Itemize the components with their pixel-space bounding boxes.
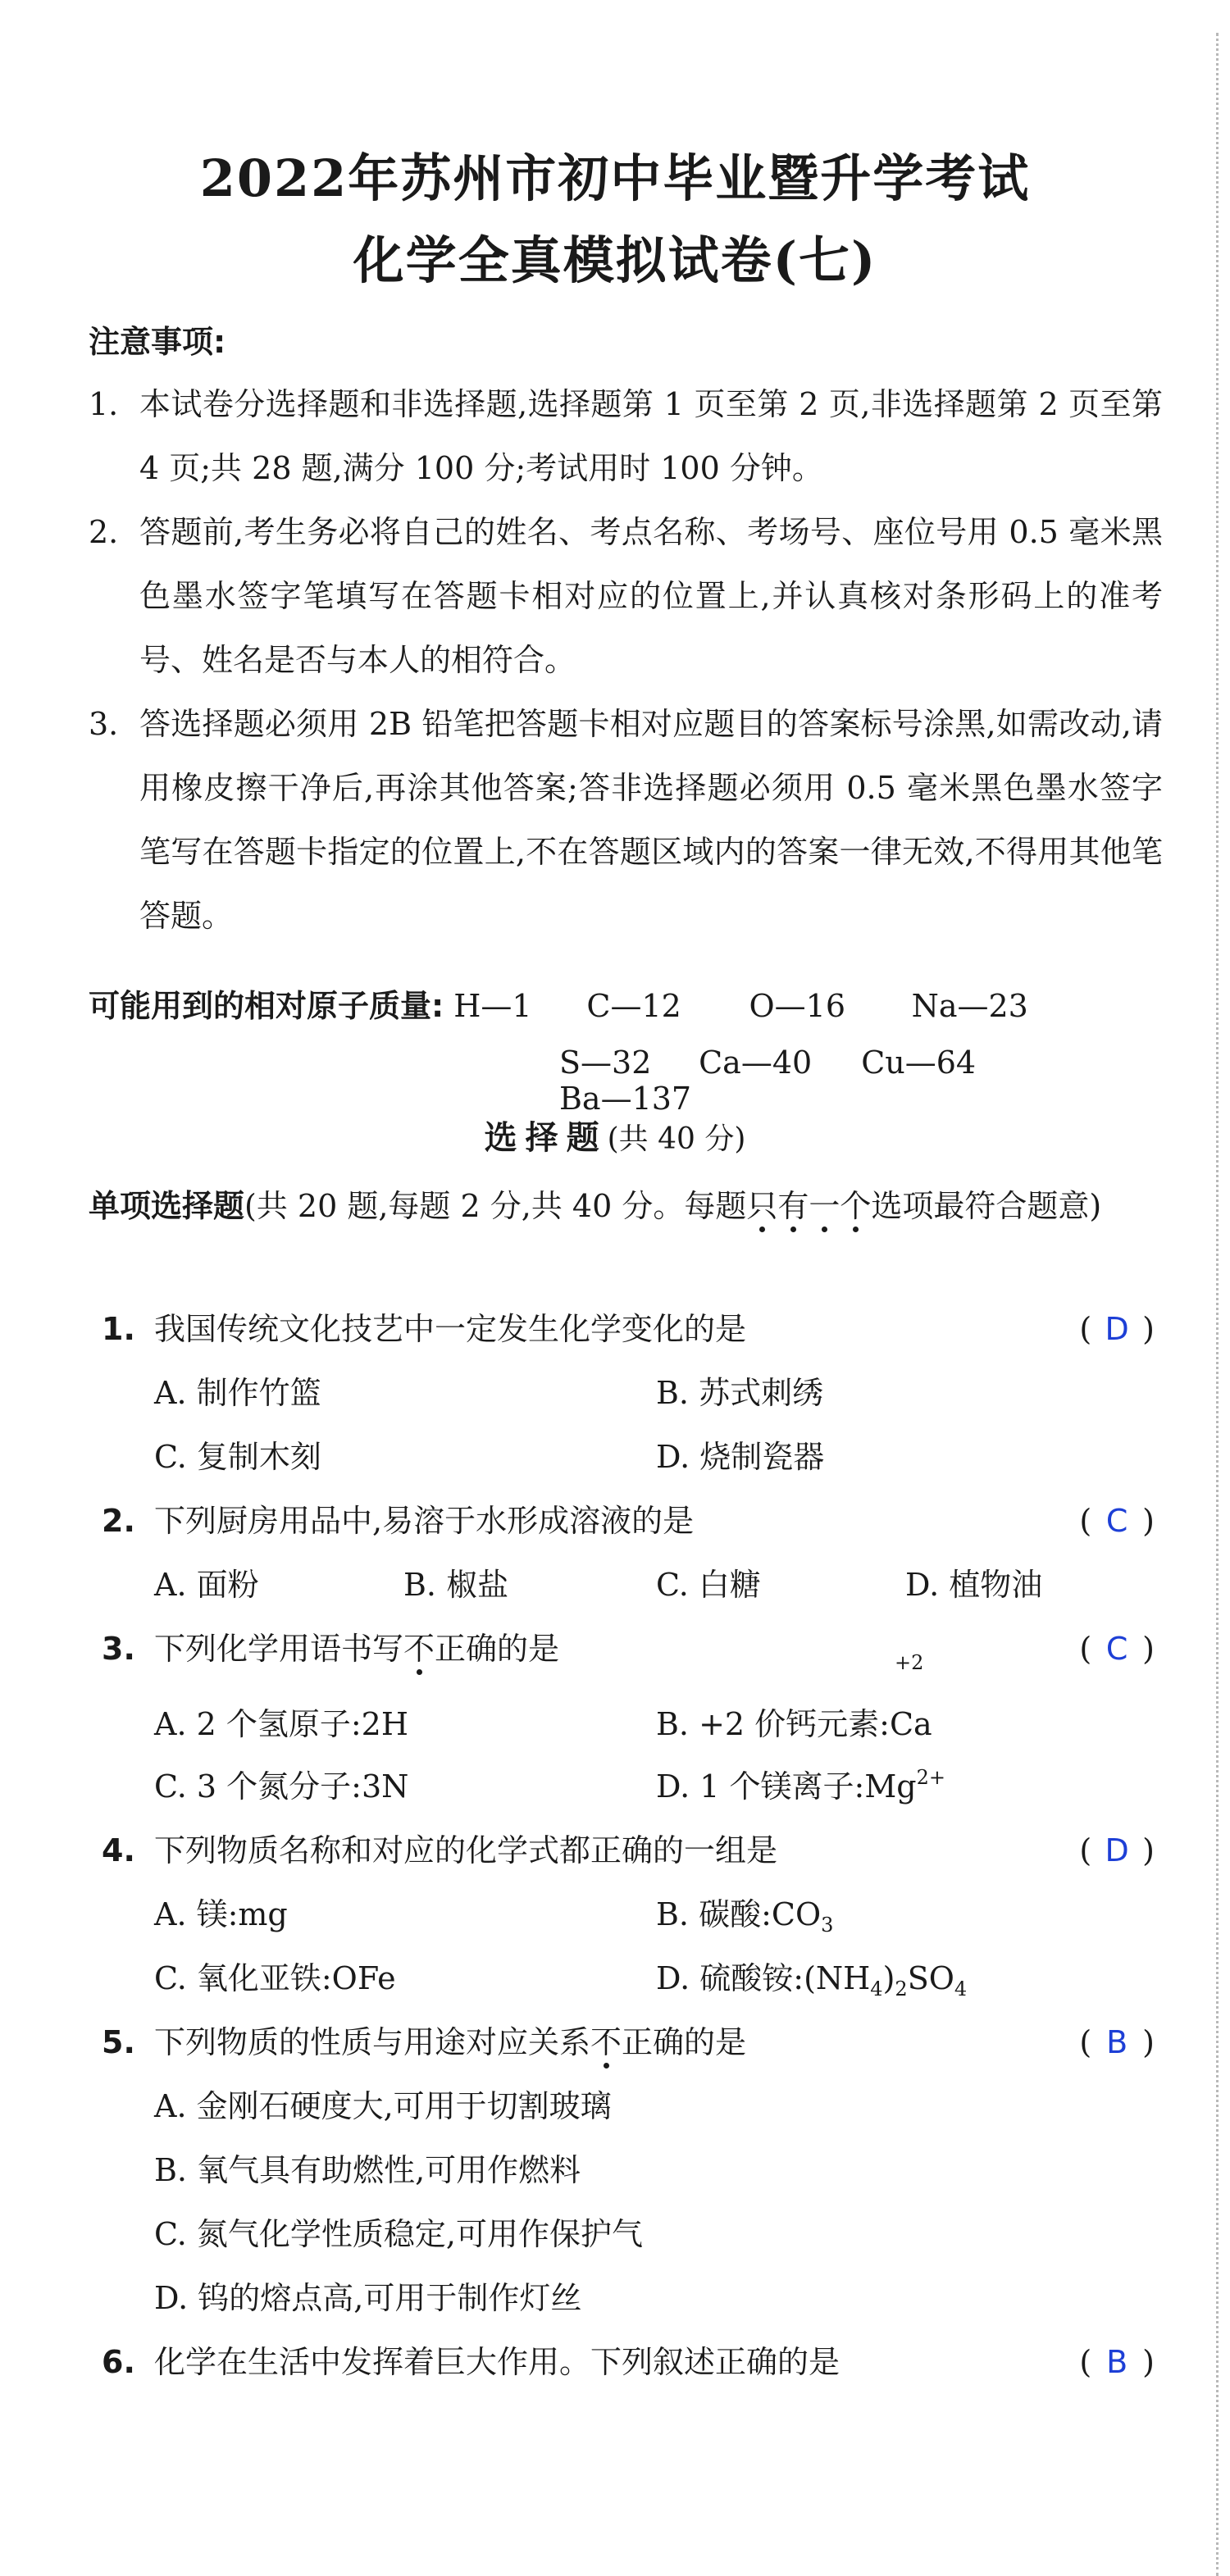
atomic-mass-value: Ba—137	[559, 1081, 692, 1117]
option: B. 氧气具有助燃性,可用作燃料	[154, 2152, 581, 2188]
subscript: 4	[954, 1978, 968, 2000]
single-choice-desc-end: 选项最符合题意)	[871, 1188, 1102, 1224]
question	[102, 1297, 1164, 1489]
notice-item-number: 3.	[89, 706, 119, 742]
question-number: 2.	[102, 1503, 135, 1539]
stem-part: 下列化学用语书写	[154, 1631, 404, 1667]
notice-item-text: 本试卷分选择题和非选择题,选择题第 1 页至第 2 页,非选择题第 2 页至第 4 页;共 28 题,满分 100 分;考试用时 100 分钟。	[139, 386, 1163, 486]
bracket-open: (	[1079, 1631, 1092, 1667]
question	[102, 1818, 1164, 2010]
bracket-open: (	[1079, 1311, 1092, 1347]
question-number: 6.	[102, 2344, 135, 2380]
single-choice-instructions	[89, 1174, 1163, 1238]
subscript: 3	[821, 1914, 834, 1937]
notice-item-text: 答选择题必须用 2B 铅笔把答题卡相对应题目的答案标号涂黑,如需改动,请用橡皮擦干净后,再涂其他答案;答非选择题必须用 0.5 毫米黑色墨水签字笔写在答题卡指定的位置上,不在答题区域内的答案一律无效,不得用其他笔答题。	[139, 706, 1163, 934]
answer-value: B	[1106, 2024, 1128, 2060]
atomic-mass-value: S—32	[559, 1045, 652, 1081]
atomic-mass-value: C—12	[586, 988, 681, 1024]
question	[102, 2010, 1164, 2330]
subscript: 2	[895, 1978, 908, 2000]
option: A. 镁:mg	[154, 1896, 288, 1932]
question	[102, 2330, 1164, 2394]
notice-item	[89, 692, 1163, 948]
answer-value: C	[1105, 1631, 1128, 1667]
section-heading	[0, 1112, 1230, 1158]
section-title: 选择题	[484, 1119, 608, 1157]
answer-value: D	[1105, 1311, 1129, 1347]
notice-list	[89, 372, 1163, 948]
exam-title-line2: 化学全真模拟试卷(七)	[353, 230, 877, 290]
notice-item	[89, 500, 1163, 692]
answer-bracket	[1079, 1489, 1155, 1553]
bracket-close: )	[1142, 2344, 1155, 2380]
option	[656, 1946, 967, 2010]
formula-part: SO	[907, 1960, 954, 1996]
answer-bracket	[1079, 1297, 1155, 1361]
answer-bracket	[1079, 1818, 1155, 1882]
option-text: D. 1 个镁离子:Mg	[656, 1768, 917, 1805]
option: B. 苏式刺绣	[656, 1375, 824, 1411]
bracket-close: )	[1142, 1832, 1155, 1868]
stem-part: 正确的是	[435, 1631, 560, 1667]
ion-charge: 2+	[916, 1766, 945, 1789]
atomic-mass-value: Cu—64	[861, 1045, 977, 1081]
answer-bracket	[1079, 1617, 1155, 1681]
bracket-open: (	[1079, 2024, 1092, 2060]
answer-value: C	[1105, 1503, 1128, 1539]
question-number: 4.	[102, 1832, 135, 1868]
option	[656, 1882, 833, 1946]
question-number: 5.	[102, 2024, 135, 2060]
option-text: D. 硫酸铵:(NH	[656, 1960, 871, 1996]
option: A. 金刚石硬度大,可用于切割玻璃	[154, 2088, 612, 2124]
bracket-open: (	[1079, 1832, 1092, 1868]
option: C. 氮气化学性质稳定,可用作保护气	[154, 2216, 643, 2252]
valence-mark: +2	[894, 1651, 924, 1674]
bracket-close: )	[1142, 2024, 1155, 2060]
option: D. 钨的熔点高,可用于制作灯丝	[154, 2280, 582, 2316]
question-stem: 下列厨房用品中,易溶于水形成溶液的是	[154, 1503, 695, 1539]
single-choice-desc: (共 20 题,每题 2 分,共 40 分。每题	[244, 1188, 747, 1224]
option: D. 烧制瓷器	[656, 1439, 825, 1475]
emphasis-char: 只	[746, 1188, 778, 1224]
question-list	[102, 1297, 1164, 2394]
paren-close: )	[882, 1960, 895, 1996]
subscript: 4	[870, 1978, 883, 2000]
stem-part: 正确的是	[622, 2024, 747, 2060]
bracket-close: )	[1142, 1503, 1155, 1539]
atomic-mass-row-1	[89, 981, 1163, 1026]
option: C. 氧化亚铁:OFe	[154, 1960, 396, 1996]
emphasis-char: 不	[403, 1631, 435, 1667]
question-number: 1.	[102, 1311, 135, 1347]
question-stem	[154, 1617, 559, 1681]
stem-part: 下列物质的性质与用途对应关系	[154, 2024, 591, 2060]
question-stem: 下列物质名称和对应的化学式都正确的一组是	[154, 1832, 778, 1868]
atomic-mass-value: O—16	[749, 988, 845, 1024]
atomic-mass-value: Na—23	[911, 988, 1028, 1024]
option: C. 白糖	[656, 1567, 761, 1603]
exam-title-line1: 2022年苏州市初中毕业暨升学考试	[199, 148, 1031, 208]
option: A. 2 个氢原子:2H	[154, 1706, 408, 1742]
option: B. 椒盐	[403, 1567, 509, 1603]
option	[656, 1755, 945, 1818]
element-symbol: Ca	[889, 1706, 932, 1742]
emphasis-char: 一	[809, 1188, 840, 1224]
notice-heading: 注意事项:	[89, 324, 226, 360]
emphasis-char: 个	[840, 1188, 872, 1224]
question	[102, 1489, 1164, 1617]
option: A. 制作竹篮	[154, 1375, 321, 1411]
option-text: B. 碳酸:CO	[656, 1896, 822, 1932]
option: D. 植物油	[905, 1567, 1043, 1603]
answer-value: D	[1105, 1832, 1129, 1868]
binding-dotted-line	[1216, 33, 1219, 2576]
notice-item-number: 2.	[89, 514, 119, 550]
question-stem: 化学在生活中发挥着巨大作用。下列叙述正确的是	[154, 2344, 840, 2380]
question-stem	[154, 2010, 746, 2074]
notice-item	[89, 372, 1163, 500]
section-score: (共 40 分)	[607, 1122, 746, 1156]
notice-item-number: 1.	[89, 386, 119, 422]
bracket-open: (	[1079, 2344, 1092, 2380]
atomic-mass-value: Ca—40	[699, 1045, 813, 1081]
notice-item-text: 答题前,考生务必将自己的姓名、考点名称、考场号、座位号用 0.5 毫米黑色墨水签字笔填写在答题卡相对应的位置上,并认真核对条形码上的准考号、姓名是否与本人的相符合。	[139, 514, 1163, 678]
option: C. 3 个氮分子:3N	[154, 1768, 409, 1805]
single-choice-label: 单项选择题	[89, 1188, 245, 1224]
question-number: 3.	[102, 1631, 135, 1667]
option-text: B. +2 价钙元素:	[656, 1706, 890, 1742]
answer-value: B	[1106, 2344, 1128, 2380]
emphasis-char: 有	[777, 1188, 809, 1224]
bracket-close: )	[1142, 1311, 1155, 1347]
answer-bracket	[1079, 2330, 1155, 2394]
option: A. 面粉	[154, 1567, 259, 1603]
option: C. 复制木刻	[154, 1439, 321, 1475]
atomic-mass-value: H—1	[453, 988, 532, 1024]
bracket-close: )	[1142, 1631, 1155, 1667]
atomic-mass-label: 可能用到的相对原子质量:	[89, 988, 444, 1024]
question-stem: 我国传统文化技艺中一定发生化学变化的是	[154, 1311, 747, 1347]
emphasis-char: 不	[590, 2024, 622, 2060]
question	[102, 1617, 1164, 1818]
bracket-open: (	[1079, 1503, 1092, 1539]
answer-bracket	[1079, 2010, 1155, 2074]
